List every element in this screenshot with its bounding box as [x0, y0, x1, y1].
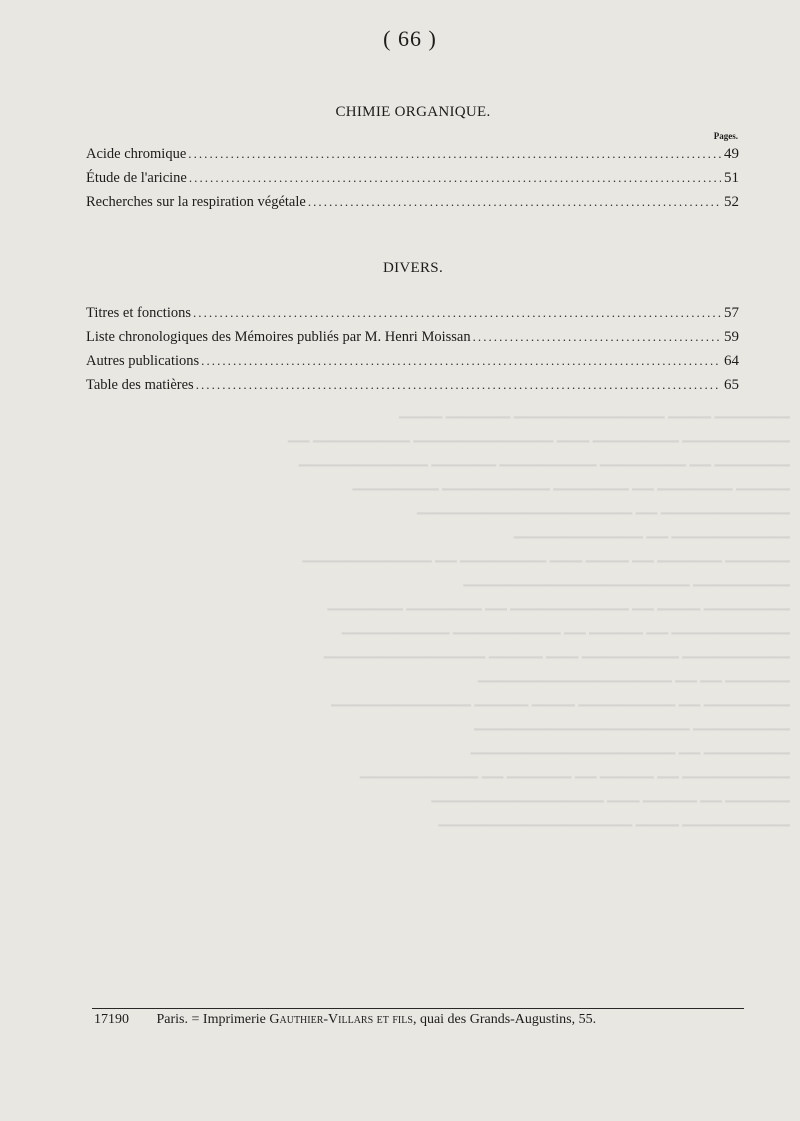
section-title-chimie-organique: CHIMIE ORGANIQUE.	[335, 104, 491, 120]
imprint-printer: Imprimerie	[202, 1012, 266, 1027]
toc-entry	[86, 146, 739, 170]
imprint-printer-name: Gauthier-Villars et fils	[269, 1012, 413, 1027]
toc-entry-title: Étude de l'aricine	[86, 170, 187, 186]
toc-entry-page: 51	[724, 170, 739, 186]
toc-entry	[86, 377, 739, 401]
toc-entry-title: Liste chronologiques des Mémoires publiés par M. Henri Moissan	[86, 329, 471, 345]
toc-entry	[86, 194, 739, 218]
toc-entry-title: Recherches sur la respiration végétale	[86, 194, 306, 210]
dot-leader	[201, 353, 721, 369]
footer-rule	[92, 1008, 744, 1009]
dot-leader	[193, 305, 721, 321]
toc-entry-page: 52	[724, 194, 739, 210]
toc-entry	[86, 329, 739, 353]
section-title-divers: DIVERS.	[382, 260, 444, 276]
dot-leader	[308, 194, 721, 210]
toc-entry-page: 49	[724, 146, 739, 162]
toc-entry	[86, 170, 739, 194]
toc-list-divers	[86, 305, 739, 401]
toc-entry-title: Titres et fonctions	[86, 305, 191, 321]
toc-entry-title: Table des matières	[86, 377, 194, 393]
dot-leader	[188, 146, 721, 162]
toc-entry-title: Acide chromique	[86, 146, 187, 162]
imprint-city: Paris. =	[156, 1012, 200, 1027]
page-number: ( 66 )	[383, 26, 437, 51]
bleed-through-texture: ▁▁▁▁▁▁▁ ▁▁▁▁ ▁▁▁▁▁▁▁▁▁▁▁▁▁▁ ▁▁▁▁▁▁ ▁▁▁▁ ▁▁▁▁▁▁▁▁▁▁ ▁▁▁▁▁▁▁▁ ▁▁▁ ▁▁▁▁▁▁▁▁▁▁▁▁▁ ▁▁▁▁▁▁▁▁▁ ▁▁ ▁▁▁▁▁▁▁ ▁▁ ▁▁▁▁▁▁▁▁ ▁▁▁▁▁▁▁▁▁ ▁▁▁▁▁▁ ▁▁▁▁▁▁▁▁▁▁▁▁ ▁▁▁▁▁ ▁▁▁▁▁▁▁ ▁▁ ▁▁▁▁▁▁▁ ▁▁▁▁▁▁▁▁▁▁ ▁▁▁▁▁▁▁▁ ▁▁▁▁▁▁▁▁▁▁▁▁ ▁▁ ▁▁▁▁▁▁▁▁▁▁▁▁▁▁▁▁▁▁▁▁ ▁▁▁▁▁▁▁▁▁▁▁ ▁▁ ▁▁▁▁▁▁▁▁▁▁▁▁ ▁▁▁▁▁▁ ▁▁▁▁▁▁ ▁▁ ▁▁▁▁ ▁▁▁ ▁▁▁▁▁▁▁▁ ▁▁ ▁▁▁▁▁▁▁▁▁▁▁▁ ▁▁▁▁▁▁▁▁▁ ▁▁▁▁▁▁▁▁▁▁▁▁▁▁▁▁▁▁▁▁▁ ▁▁▁▁▁▁▁▁ ▁▁▁▁ ▁▁ ▁▁▁▁▁▁▁▁▁▁▁ ▁▁ ▁▁▁▁▁▁▁ ▁▁▁▁▁▁▁ ▁▁▁▁▁▁▁▁▁▁▁ ▁▁ ▁▁▁▁▁ ▁▁ ▁▁▁▁▁▁▁▁▁▁ ▁▁▁▁▁▁▁▁▁▁ ▁▁▁▁▁▁▁▁▁▁ ▁▁▁▁▁▁▁▁▁ ▁▁▁ ▁▁▁▁▁ ▁▁▁▁▁▁▁▁▁▁▁▁▁▁▁ ▁▁▁▁▁▁ ▁▁ ▁▁ ▁▁▁▁▁▁▁▁▁▁▁▁▁▁▁▁▁▁ ▁▁▁▁▁▁▁▁ ▁▁ ▁▁▁▁▁▁▁▁▁ ▁▁▁▁ ▁▁▁▁▁ ▁▁▁▁▁▁▁▁▁▁▁▁▁ ▁▁▁▁▁▁▁▁▁ ▁▁▁▁▁▁▁▁▁▁▁▁▁▁▁▁▁▁▁▁ ▁▁▁▁▁▁▁▁ ▁▁ ▁▁▁▁▁▁▁▁▁▁▁▁▁▁▁▁▁▁▁ ▁▁▁▁▁▁▁▁▁▁ ▁▁ ▁▁▁▁▁ ▁▁ ▁▁▁▁▁▁ ▁▁ ▁▁▁▁▁▁▁▁▁▁▁ ▁▁▁▁▁▁ ▁▁ ▁▁▁▁▁ ▁▁▁ ▁▁▁▁▁▁▁▁▁▁▁▁▁▁▁▁ ▁▁▁▁▁▁▁▁▁▁ ▁▁▁▁ ▁▁▁▁▁▁▁▁▁▁▁▁▁▁▁▁▁▁	[288, 404, 790, 827]
print-job-number: 17190	[94, 1012, 129, 1027]
toc-list-chimie-organique	[86, 146, 739, 218]
printer-imprint	[94, 1012, 596, 1028]
toc-entry-page: 64	[724, 353, 739, 369]
pages-column-label: Pages.	[713, 131, 738, 141]
toc-entry-page: 59	[724, 329, 739, 345]
toc-entry-page: 65	[724, 377, 739, 393]
toc-entry	[86, 305, 739, 329]
dot-leader	[473, 329, 721, 345]
dot-leader	[196, 377, 721, 393]
toc-entry-title: Autres publications	[86, 353, 200, 369]
imprint-address: , quai des Grands-Augustins, 55.	[412, 1012, 597, 1027]
toc-entry-page: 57	[724, 305, 739, 321]
dot-leader	[189, 170, 721, 186]
toc-entry	[86, 353, 739, 377]
